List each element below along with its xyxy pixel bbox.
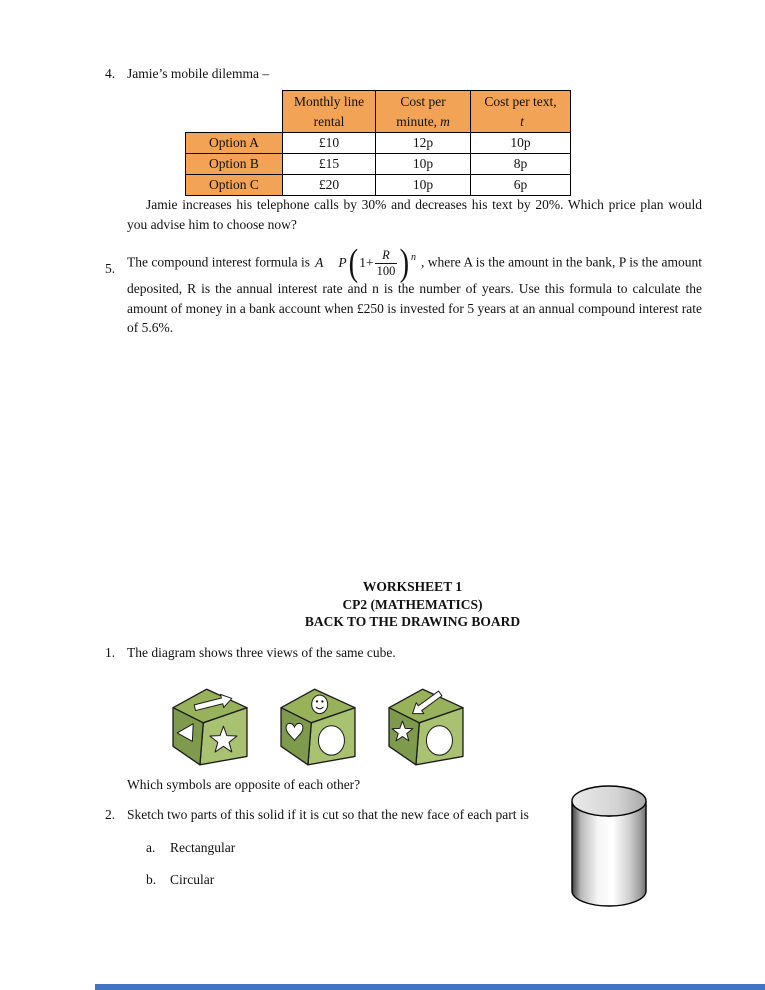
question-4-line [105,66,269,82]
sub-item-a [146,840,235,856]
heading-subject: CP2 (MATHEMATICS) [342,596,483,612]
table-header-row [186,91,571,133]
cube-view-2 [276,682,360,767]
circle-icon [426,726,452,755]
cylinder-image [570,781,648,911]
cell-b-minute: 10p [376,154,471,175]
row-label-option-c: Option C [186,175,283,196]
header-monthly-line1: Monthly line [293,93,365,109]
cube-view-3 [384,682,468,767]
cell-c-rental: £20 [283,175,376,196]
question-4-intro: Jamie’s mobile dilemma – [127,66,270,81]
formula-close-paren: ) [399,242,410,284]
bottom-blue-bar [95,984,765,990]
cylinder-body [572,801,646,906]
formula-denominator: 100 [376,263,396,278]
question-2-line [105,807,529,823]
cylinder-top-face [572,786,646,816]
sub-a-number: a. [146,840,156,855]
cell-a-rental: £10 [283,133,376,154]
row-label-option-b: Option B [186,154,283,175]
table-row-option-b [186,154,571,175]
header-minute-var: m [440,113,450,129]
header-minute-line2: minute, [396,113,438,129]
header-monthly-rental [283,91,376,133]
cell-c-text: 6p [471,175,571,196]
question-5-number: 5. [105,261,116,276]
cell-a-minute: 12p [376,133,471,154]
row-label-option-a: Option A [186,133,283,154]
question-1-line [105,645,396,661]
sub-b-number: b. [146,872,157,887]
header-cost-per-text [471,91,571,133]
cell-b-text: 8p [471,154,571,175]
header-text-line1: Cost per text, [484,93,557,109]
cube-view-1 [168,682,252,767]
question-4-number: 4. [105,66,116,81]
formula-open-paren: ( [348,242,358,284]
sub-item-b [146,872,214,888]
price-plan-table [185,90,571,196]
question-5-block [105,242,702,338]
sub-a-label: Rectangular [170,840,236,855]
question-5-post: , where A is the amount in the bank, P is the amount deposited, R is the annual interest rate and n is the number of years. Use this formula to calculate the amount of money in a bank account when £250 is invested for 5 years at an annual compound interest rate of 5.6%. [127,254,702,336]
cell-a-text: 10p [471,133,571,154]
question-5-pre: The compound interest formula is [127,254,311,270]
heading-worksheet: WORKSHEET 1 [362,579,463,594]
table-blank-cell [186,91,283,133]
formula-exponent: n [411,252,416,263]
table-row-option-c [186,175,571,196]
formula-fraction [375,248,398,278]
question-1-followup: Which symbols are opposite of each other? [127,777,361,792]
formula-var-A: A [315,255,324,271]
compound-interest-formula [315,242,416,284]
cube-views [168,682,468,767]
cell-b-rental: £15 [283,154,376,175]
question-1-text: The diagram shows three views of the same cube. [127,645,396,660]
question-4-text: Jamie increases his telephone calls by 30% and decreases his text by 20%. Which price plan would you advise him to choose now? [127,197,702,232]
circle-icon [318,726,344,755]
header-minute-line1: Cost per [400,93,446,109]
formula-one-plus: 1+ [359,255,374,271]
question-5-text [127,242,702,338]
header-monthly-line2: rental [313,113,345,129]
formula-numerator: R [382,248,390,263]
heading-title: BACK TO THE DRAWING BOARD [304,614,521,629]
cell-c-minute: 10p [376,175,471,196]
header-text-var: t [520,113,524,129]
question-1-number: 1. [105,645,116,660]
table-row-option-a [186,133,571,154]
question-2-number: 2. [105,807,116,822]
header-cost-per-minute [376,91,471,133]
formula-var-P: P [338,255,347,271]
question-2-text: Sketch two parts of this solid if it is cut so that the new face of each part is [127,807,529,822]
sub-b-label: Circular [170,872,215,887]
worksheet-headings [95,578,730,631]
smiley-icon [312,695,328,713]
